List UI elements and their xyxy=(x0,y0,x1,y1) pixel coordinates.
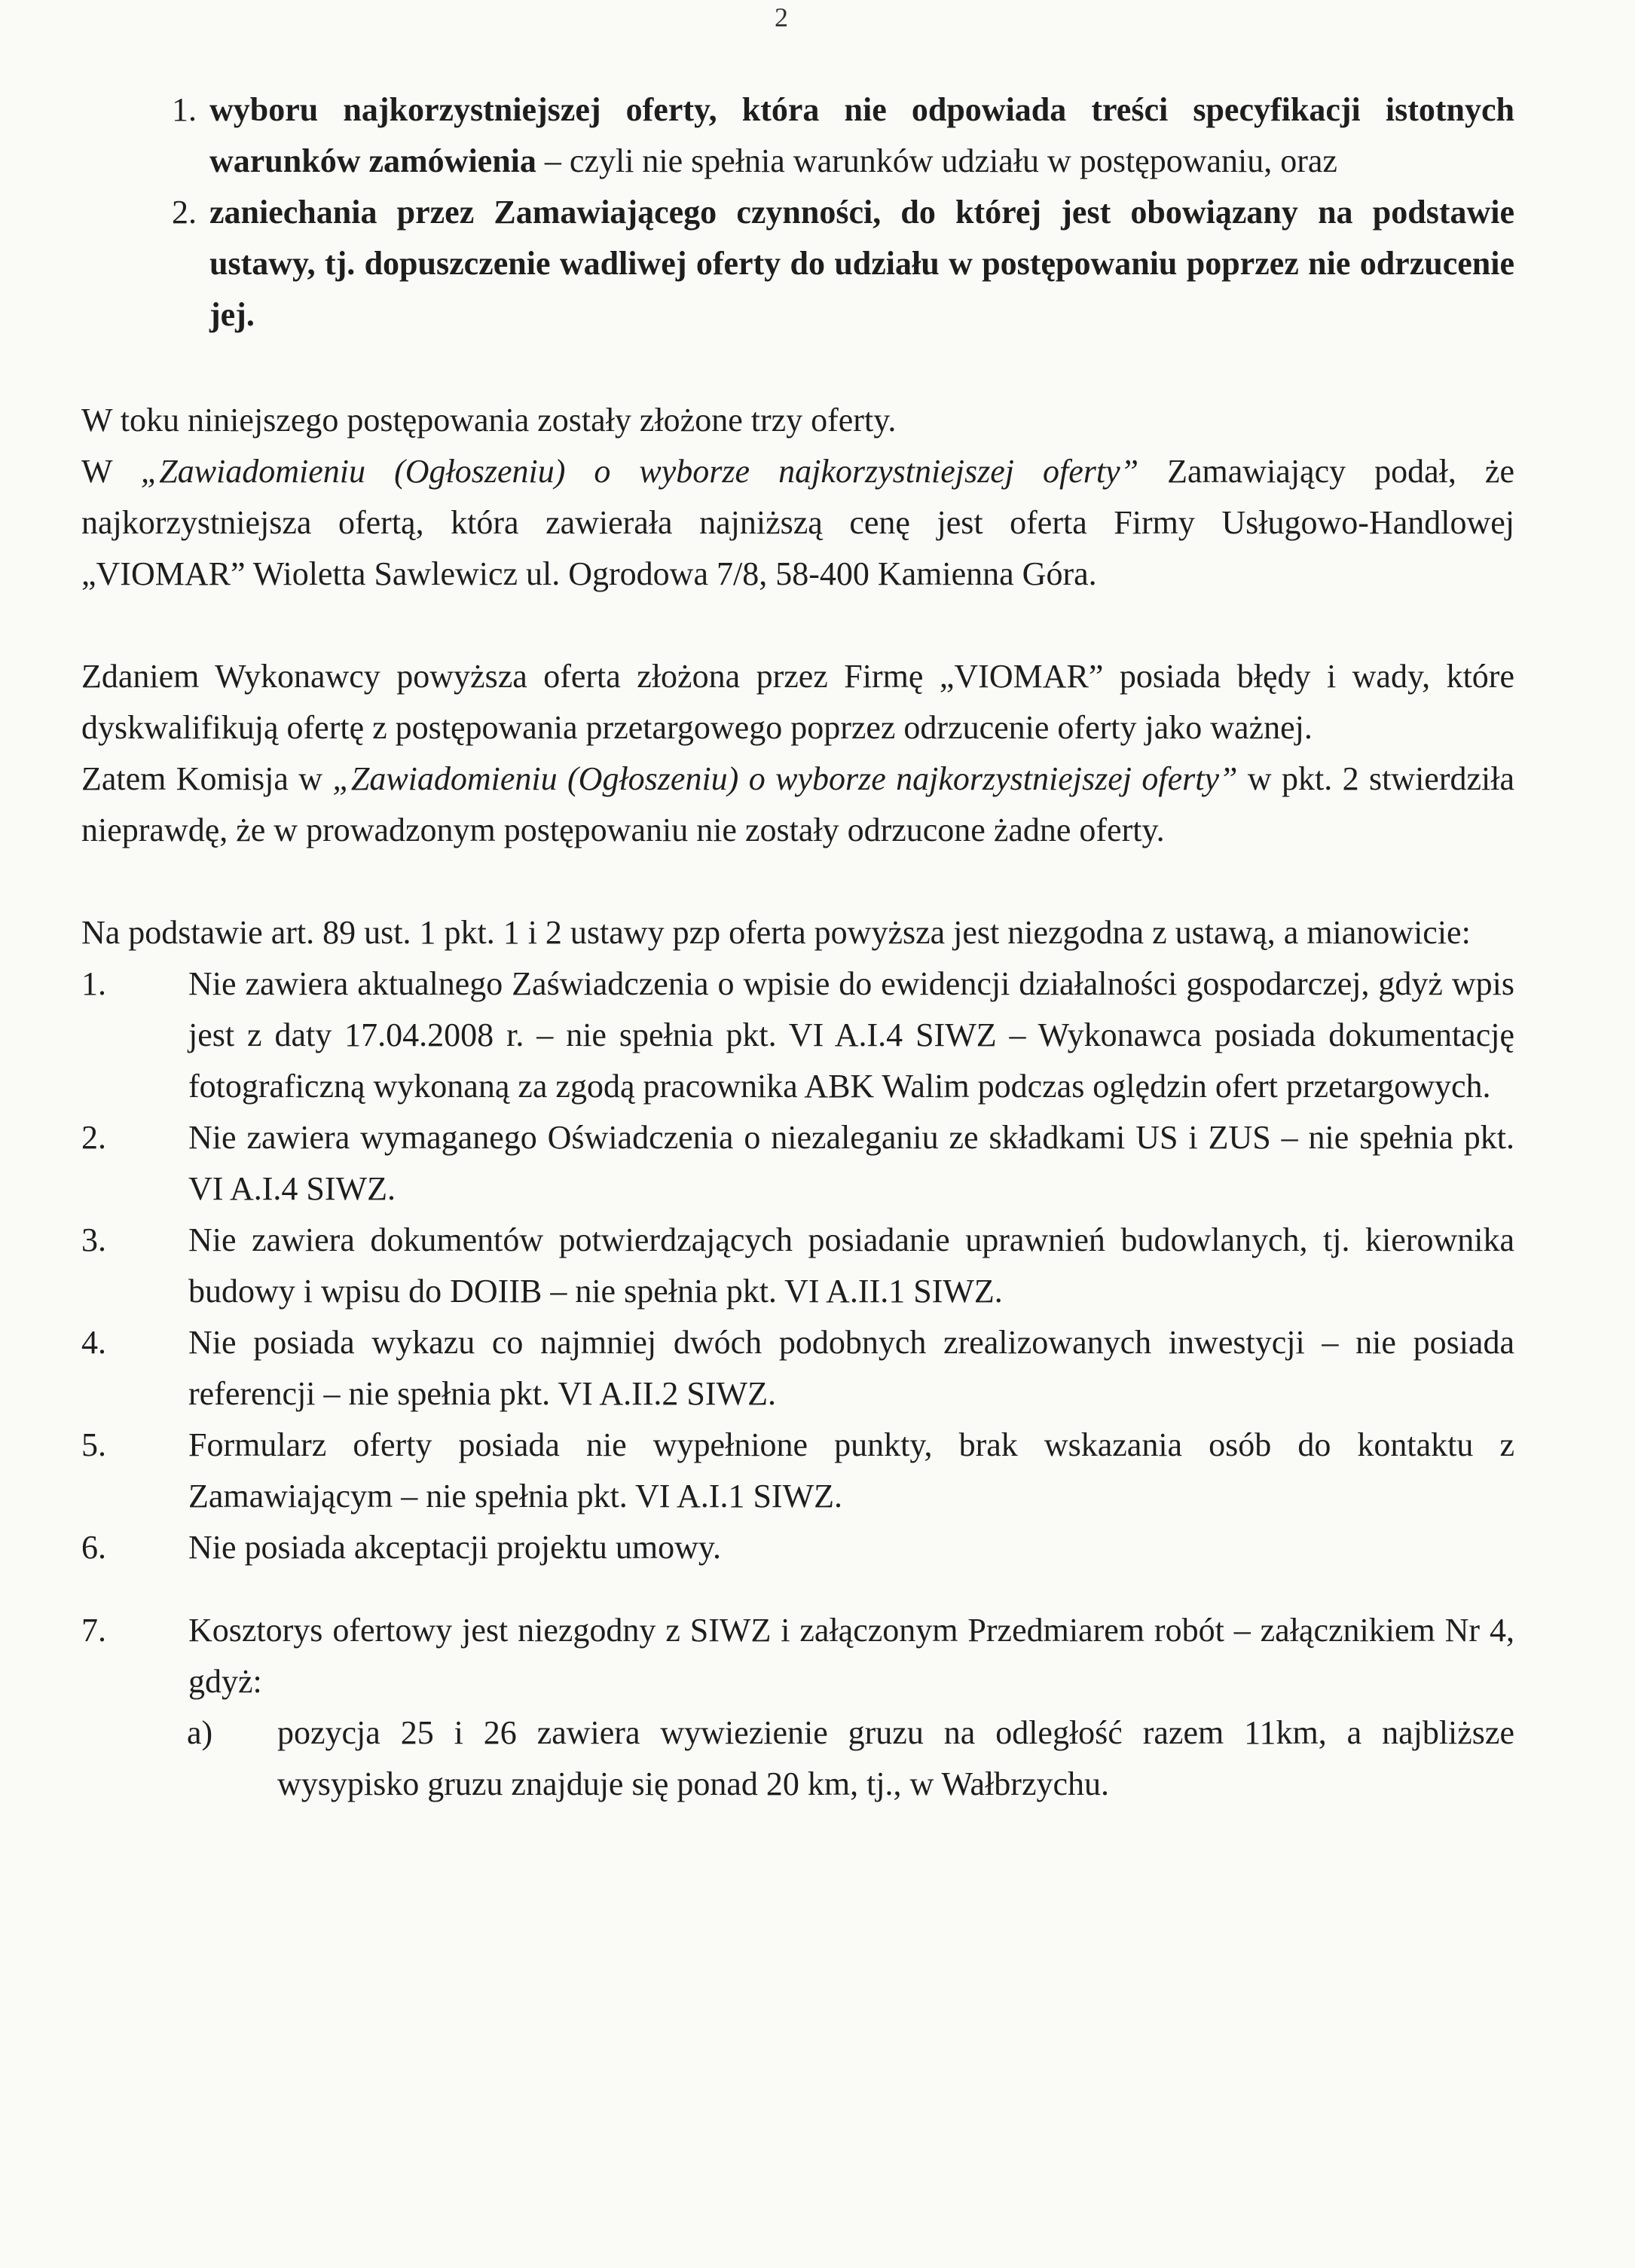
defect-sub-item-label: a) xyxy=(187,1714,213,1751)
paragraph-contractor-opinion xyxy=(81,651,1514,856)
defect-text: Nie zawiera dokumentów potwierdzających posiadanie uprawnień budowlanych, tj. kierownika budowy i wpisu do DOIIB – nie spełnia pkt. VI A.II.1 SIWZ. xyxy=(188,1221,1514,1310)
defect-sub-item xyxy=(81,1707,1514,1810)
top-list-item xyxy=(81,84,1514,187)
defect-text: Nie zawiera aktualnego Zaświadczenia o wpisie do ewidencji działalności gospodarczej, gdyż wpis jest z daty 17.04.2008 r. – nie spełnia pkt. VI A.I.4 SIWZ – Wykonawca posiada dokumentację fotograficzną wykonaną za zgodą pracownika ABK Walim podczas oględzin ofert przetargowych. xyxy=(188,965,1514,1105)
defect-item xyxy=(81,1420,1514,1522)
paragraph-offers xyxy=(81,395,1514,600)
defect-number: 5. xyxy=(81,1426,106,1463)
top-list-item-normal-text: – czyli nie spełnia warunków udziału w postępowaniu, oraz xyxy=(536,142,1337,179)
paragraph-commission-rest: w pkt. 2 stwierdziła nieprawdę, że w prowadzonym postępowaniu nie zostały odrzucone żadne oferty. xyxy=(81,760,1514,848)
defect-item xyxy=(81,958,1514,1112)
defect-item xyxy=(81,1112,1514,1215)
defect-text: Formularz oferty posiada nie wypełnione punkty, brak wskazania osób do kontaktu z Zamawiającym – nie spełnia pkt. VI A.I.1 SIWZ. xyxy=(188,1426,1514,1515)
paragraph-offers-line: W toku niniejszego postępowania zostały złożone trzy oferty. xyxy=(81,402,897,439)
defect-item xyxy=(81,1522,1514,1573)
defect-text: Nie zawiera wymaganego Oświadczenia o niezaleganiu ze składkami US i ZUS – nie spełnia pkt. VI A.I.4 SIWZ. xyxy=(188,1119,1514,1207)
page-number: 2 xyxy=(775,2,788,32)
defect-number: 7. xyxy=(81,1612,106,1649)
defect-item xyxy=(81,1215,1514,1317)
defects-list xyxy=(81,958,1514,1810)
defect-number: 1. xyxy=(81,965,106,1002)
top-list-item xyxy=(81,187,1514,341)
defect-number: 6. xyxy=(81,1529,106,1566)
notice-title-italic-2: „Zawiadomieniu (Ogłoszeniu) o wyborze najkorzystniejszej oferty” xyxy=(332,760,1238,797)
paragraph-legal-basis: Na podstawie art. 89 ust. 1 pkt. 1 i 2 ustawy pzp oferta powyższa jest niezgodna z ustawą, a mianowicie: xyxy=(81,914,1471,951)
top-list xyxy=(81,84,1514,341)
top-list-item-bold-text: wyboru najkorzystniejszej oferty, która nie odpowiada treści specyfikacji istotnych warunków zamówienia xyxy=(209,91,1514,179)
defect-item xyxy=(81,1605,1514,1707)
paragraph-offers-rest: Zamawiający podał, że najkorzystniejsza ofertą, która zawierała najniższą cenę jest oferta Firmy Usługowo-Handlowej „VIOMAR” Wioletta Sawlewicz ul. Ogrodowa 7/8, 58-400 Kamienna Góra. xyxy=(81,453,1514,592)
paragraph-contractor-opinion-line: Zdaniem Wykonawcy powyższa oferta złożona przez Firmę „VIOMAR” posiada błędy i wady, które dyskwalifikują ofertę z postępowania przetargowego poprzez odrzucenie oferty jako ważnej. xyxy=(81,658,1514,746)
paragraph-offers-w: W xyxy=(81,453,141,490)
defect-text: Nie posiada wykazu co najmniej dwóch podobnych zrealizowanych inwestycji – nie posiada referencji – nie spełnia pkt. VI A.II.2 SIWZ. xyxy=(188,1324,1514,1412)
paragraph-commission-prefix: Zatem Komisja w xyxy=(81,760,333,797)
defect-item xyxy=(81,1317,1514,1420)
defect-sub-item-text: pozycja 25 i 26 zawiera wywiezienie gruzu na odległość razem 11km, a najbliższe wysypisko gruzu znajduje się ponad 20 km, tj., w Wałbrzychu. xyxy=(277,1714,1514,1802)
defect-text: Kosztorys ofertowy jest niezgodny z SIWZ i załączonym Przedmiarem robót – załącznikiem Nr 4, gdyż: xyxy=(188,1612,1514,1700)
defect-number: 4. xyxy=(81,1324,106,1361)
notice-title-italic: „Zawiadomieniu (Ogłoszeniu) o wyborze najkorzystniejszej oferty” xyxy=(140,453,1139,490)
top-list-item-number: 1. xyxy=(172,91,197,128)
defect-number: 3. xyxy=(81,1221,106,1258)
defect-number: 2. xyxy=(81,1119,106,1156)
top-list-item-bold-text: zaniechania przez Zamawiającego czynności, do której jest obowiązany na podstawie ustawy, tj. dopuszczenie wadliwej oferty do udziału w postępowaniu poprzez nie odrzucenie jej. xyxy=(209,194,1514,333)
top-list-item-number: 2. xyxy=(172,194,197,231)
defect-text: Nie posiada akceptacji projektu umowy. xyxy=(188,1529,722,1566)
